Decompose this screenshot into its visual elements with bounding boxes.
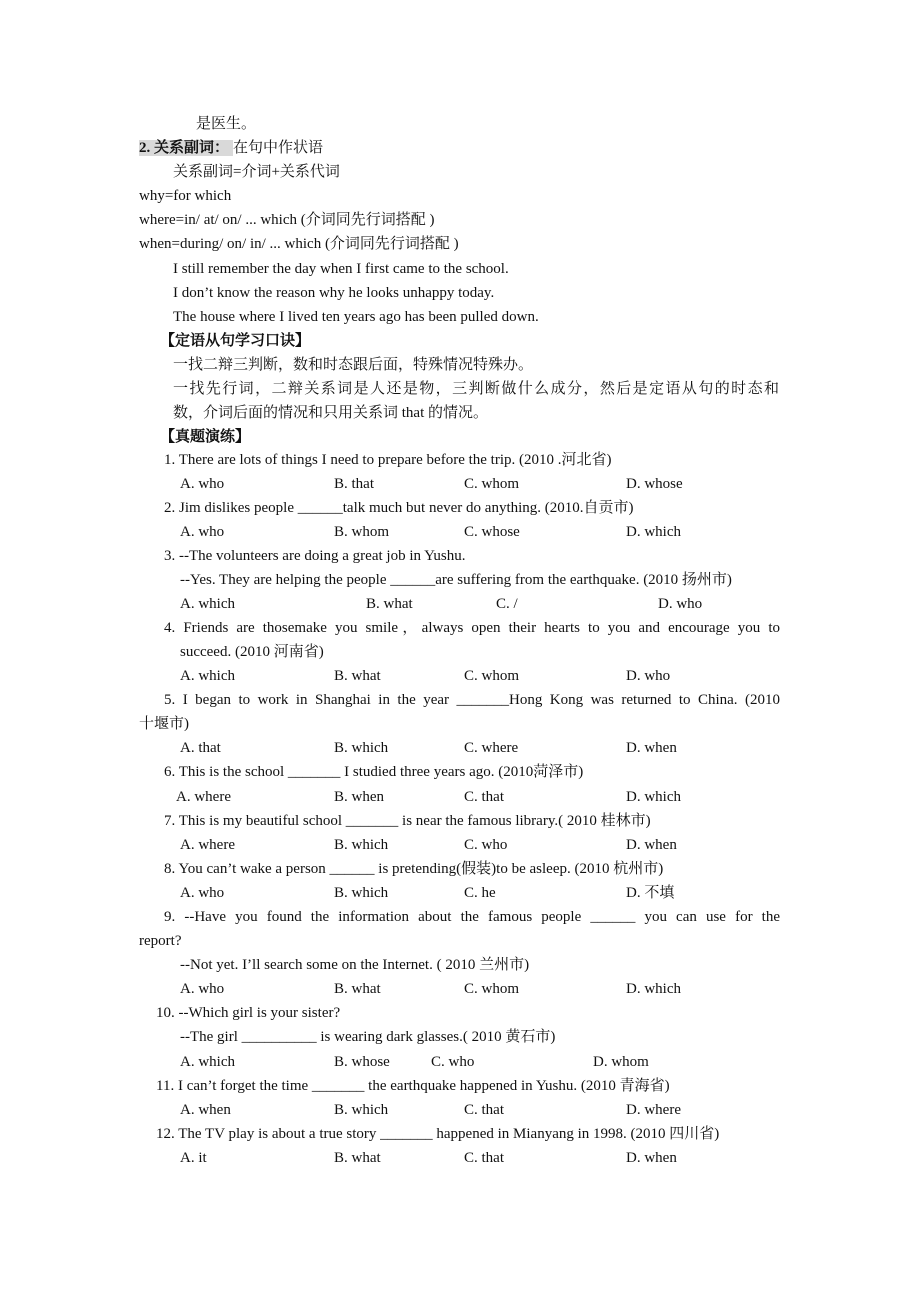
option-b: B. which [334,1102,389,1118]
option-c: C. who [464,837,508,853]
heading-label: 2. 关系副词： [139,140,233,156]
section-heading [139,138,323,158]
question-text-cont: --Not yet. I’ll search some on the Internet. ( 2010 兰州市) [180,957,530,973]
option-d: D. when [626,740,677,756]
question-text: 1. There are lots of things I need to prepare before the trip. (2010 .河北省) [164,452,612,468]
option-d: D. which [626,789,681,805]
question-text: 7. This is my beautiful school _______ is near the famous library.( 2010 桂林市) [164,813,651,829]
option-d: D. when [626,837,677,853]
option-a: A. it [180,1150,207,1166]
intro-tail: 是医生。 [196,116,257,132]
option-b: B. whose [334,1054,390,1070]
option-c: C. that [464,789,504,805]
question-text-cont: 十堰市) [139,716,189,732]
question-text-cont: --The girl __________ is wearing dark glasses.( 2010 黄石市) [180,1029,556,1045]
option-c: C. that [464,1102,504,1118]
question-text: 11. I can’t forget the time _______ the earthquake happened in Yushu. (2010 青海省) [156,1078,670,1094]
question-text: 9. --Have you found the information about the famous people ______ you can use for the [164,909,780,925]
option-b: B. which [334,837,389,853]
option-b: B. that [334,476,374,492]
option-a: A. where [176,789,231,805]
option-a: A. who [180,981,225,997]
option-c: C. whose [464,524,520,540]
question-text: 2. Jim dislikes people ______talk much but never do anything. (2010.自贡市) [164,500,634,516]
option-b: B. what [334,668,381,684]
option-c: C. he [464,885,496,901]
question-text: 12. The TV play is about a true story _______ happened in Mianyang in 1998. (2010 四川省) [156,1126,720,1142]
option-c: C. where [464,740,519,756]
question-text: 8. You can’t wake a person ______ is pretending(假装)to be asleep. (2010 杭州市) [164,861,664,877]
rule-where: where=in/ at/ on/ ... which (介词同先行词搭配 ) [139,212,435,228]
question-text: 4. Friends are thosemake you smile，always open their hearts to you and encourage you to [164,620,780,636]
option-b: B. what [366,596,413,612]
example-sentence: I still remember the day when I first came to the school. [173,261,509,277]
example-sentence: The house where I lived ten years ago has been pulled down. [173,309,539,325]
option-d: D. who [658,596,703,612]
option-a: A. who [180,476,225,492]
example-sentence: I don’t know the reason why he looks unhappy today. [173,285,495,301]
option-d: D. which [626,981,681,997]
heading-desc: 在句中作状语 [233,140,324,156]
rule-when: when=during/ on/ in/ ... which (介词同先行词搭配 ) [139,236,459,252]
option-d: D. where [626,1102,681,1118]
option-d: D. who [626,668,671,684]
option-d: D. when [626,1150,677,1166]
option-b: B. what [334,981,381,997]
practice-title: 【真题演练】 [160,429,251,445]
option-c: C. / [496,596,518,612]
question-text: 3. --The volunteers are doing a great job in Yushu. [164,548,466,564]
option-c: C. whom [464,981,520,997]
mnemonic-title: 【定语从句学习口诀】 [160,333,311,349]
option-a: A. who [180,524,225,540]
question-text-cont: --Yes. They are helping the people ______are suffering from the earthquake. (2010 扬州市) [180,572,732,588]
option-d: D. which [626,524,681,540]
option-d: D. whose [626,476,683,492]
option-a: A. which [180,596,235,612]
option-c: C. that [464,1150,504,1166]
question-text-cont: report? [139,933,182,949]
mnemonic-line: 数，介词后面的情况和只用关系词 that 的情况。 [173,405,488,421]
formula: 关系副词=介词+关系代词 [173,164,340,180]
option-b: B. what [334,1150,381,1166]
option-c: C. whom [464,476,520,492]
question-text: 6. This is the school _______ I studied three years ago. (2010菏泽市) [164,764,584,780]
option-a: A. when [180,1102,231,1118]
option-a: A. where [180,837,235,853]
option-a: A. who [180,885,225,901]
option-b: B. which [334,740,389,756]
option-a: A. which [180,1054,235,1070]
option-d: D. 不填 [626,885,675,901]
option-b: B. whom [334,524,390,540]
option-b: B. which [334,885,389,901]
rule-why: why=for which [139,188,232,204]
question-text: 10. --Which girl is your sister? [156,1005,341,1021]
mnemonic-line: 一找二辩三判断，数和时态跟后面，特殊情况特殊办。 [173,357,534,373]
option-c: C. whom [464,668,520,684]
option-a: A. that [180,740,221,756]
question-text-cont: succeed. (2010 河南省) [180,644,324,660]
option-b: B. when [334,789,384,805]
mnemonic-line: 一找先行词，二辩关系词是人还是物，三判断做什么成分，然后是定语从句的时态和 [173,381,779,397]
option-c: C. who [431,1054,475,1070]
question-text: 5. I began to work in Shanghai in the year _______Hong Kong was returned to China. (2010 [164,692,780,708]
option-d: D. whom [593,1054,649,1070]
option-a: A. which [180,668,235,684]
